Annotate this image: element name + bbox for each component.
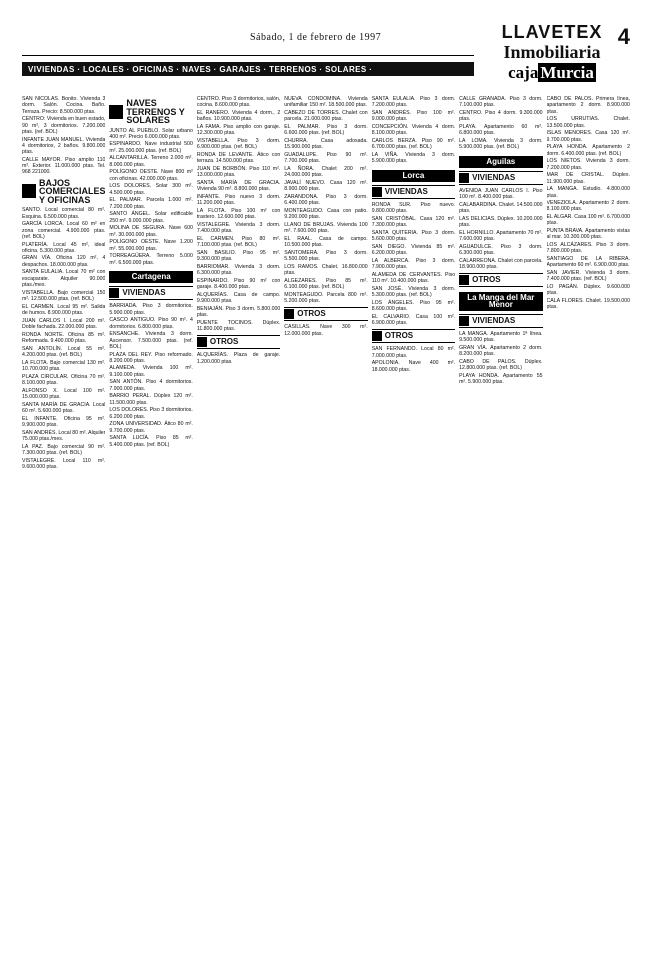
listing-entry: JUNTO AL PUEBLO. Solar urbano 400 m². Precio 6.000.000 ptas. xyxy=(109,127,193,140)
column-3 xyxy=(197,96,280,936)
brand-bank xyxy=(474,62,630,84)
listing-entry: CABEZO DE TORRES. Chalet con parcela. 21.000.000 ptas. xyxy=(284,109,368,123)
listing-entry: ALAMEDA DE CERVANTES. Piso 110 m². 10.400.000 ptas. xyxy=(371,271,456,285)
column-7 xyxy=(547,96,630,936)
listing-entry: SANTA EULALIA. Piso 3 dorm. 7.200.000 ptas. xyxy=(371,96,456,109)
listing-entry: SANTA QUITERIA. Piso 3 dorm. 5.600.000 ptas. xyxy=(371,229,456,243)
column-1 xyxy=(22,96,105,936)
listing-entry: CHURRA. Casa adosada. 15.900.000 ptas. xyxy=(284,137,368,151)
listing-entry: LA VIÑA. Vivienda 3 dorm. 5.900.000 ptas. xyxy=(371,151,456,165)
subsection-title: OTROS xyxy=(209,337,239,347)
listing-entry: SAN ANTÓN. Piso 4 dormitorios. 7.900.000 ptas. xyxy=(109,379,193,392)
listing-entry: LA MANGA. Estudio. 4.800.000 ptas. xyxy=(546,186,630,199)
listing-entry: EL ALGAR. Casa 100 m². 6.700.000 ptas. xyxy=(546,214,630,227)
listing-entry: VISTALEGRE. Vivienda 3 dorm. 7.400.000 ptas. xyxy=(196,221,281,235)
listing-entry: CONCEPCIÓN. Vivienda 4 dorm. 8.100.000 ptas. xyxy=(371,123,456,137)
listing-entry: LA FLOTA. Bajo comercial 130 m². 10.700.000 ptas. xyxy=(22,359,106,372)
listing-entry: LA ALBERCA. Piso 3 dorm. 7.900.000 ptas. xyxy=(371,257,456,271)
house-icon xyxy=(459,173,469,183)
listing-entry: MOLINA DE SEGURA. Nave 600 m². 30.000.000 ptas. xyxy=(109,225,193,238)
column-5 xyxy=(372,96,455,936)
listing-entry: PLAYA HONDA. Apartamento 2 dorm. 6.400.000 ptas. (ref. BOL) xyxy=(546,144,630,157)
listing-entry: BARRIOMAR. Vivienda 3 dorm. 6.300.000 ptas. xyxy=(196,263,281,277)
house-icon xyxy=(109,288,119,298)
listing-entry: VISTABELLA. Piso 3 dorm. 6.900.000 ptas. (ref. BOL) xyxy=(196,137,281,151)
subsection-title: VIVIENDAS xyxy=(472,172,516,182)
listing-entry: ESPINARDO. Piso 90 m² con garaje. 8.400.000 ptas. xyxy=(196,277,281,291)
section-heading xyxy=(109,99,192,125)
town-banner: Lorca xyxy=(372,170,455,182)
listing-entry: VISTABELLA. Bajo comercial 150 m². 12.500.000 ptas. (ref. BOL) xyxy=(22,289,106,303)
listing-entry: CALARREONA. Chalet con parcela. 18.900.000 ptas. xyxy=(459,257,543,271)
listing-entry: LA FLOTA. Piso 100 m² con trastero. 12.600.000 ptas. xyxy=(196,207,281,221)
listing-entry: SAN ANDRÉS. Local 80 m². Alquiler 75.000 ptas./mes. xyxy=(22,429,106,442)
listing-entry: CALLE MAYOR. Piso amplio 110 m². Exterior. 11.000.000 ptas. Tel. 968 221000. xyxy=(22,156,106,176)
listing-entry: EL RAAL. Casa de campo. 10.500.000 ptas. xyxy=(284,235,368,249)
listing-entry: JUAN DE BORBÓN. Piso 110 m². 13.000.000 ptas. xyxy=(196,165,281,179)
brand-name: LLAVETEX xyxy=(501,22,603,42)
listing-entry: ENSANCHE. Vivienda 3 dorm. Ascensor. 7.500.000 ptas. (ref. BOL) xyxy=(109,331,193,350)
section-title: NAVES TERRENOS Y SOLARES xyxy=(126,98,185,125)
listing-entry: EL CALVARIO. Casa 100 m². 6.900.000 ptas. xyxy=(371,313,456,326)
listing-entry: BARRIO PERAL. Dúplex 120 m². 11.500.000 ptas. xyxy=(109,393,193,406)
listing-entry: PLAZA CIRCULAR. Oficina 70 m². 8.100.000 ptas. xyxy=(22,373,106,386)
listing-entry: LOS NIETOS. Vivienda 3 dorm. 7.200.000 ptas. xyxy=(546,158,630,171)
listing-entry: GARCÍA LORCA. Local 60 m² en zona comercial. 4.900.000 ptas. (ref. BOL) xyxy=(22,221,106,240)
listing-entry: PUNTA BRAVA. Apartamento vistas al mar. 10.300.000 ptas. xyxy=(546,228,630,241)
listing-entry: BENIAJÁN. Piso 3 dorm. 5.800.000 ptas. xyxy=(196,305,281,319)
listing-entry: CABO DE PALOS. Dúplex. 12.800.000 ptas. (ref. BOL) xyxy=(459,358,543,372)
listing-entry: LOS ÁNGELES. Piso 95 m². 8.600.000 ptas. xyxy=(371,299,456,313)
listing-entry: ALFONSO X. Local 100 m². 15.000.000 ptas. xyxy=(22,387,106,400)
listing-entry: ESPINARDO. Nave industrial 500 m². 25.000.000 ptas. (ref. BOL) xyxy=(109,141,193,154)
listing-entry: LA FAMA. Piso amplio con garaje. 12.300.000 ptas. xyxy=(196,123,281,137)
listing-entry: LLANO DE BRUJAS. Vivienda 100 m². 7.600.000 ptas. xyxy=(284,221,368,235)
listing-entry: GUADALUPE. Piso 90 m². 7.700.000 ptas. xyxy=(284,151,368,165)
listing-entry: SAN JAVIER. Vivienda 3 dorm. 7.400.000 ptas. (ref. BOL) xyxy=(546,270,630,283)
masthead xyxy=(22,22,630,94)
brand-logo xyxy=(474,22,630,94)
listing-entry: GRAN VÍA. Oficina 120 m², 4 despachos. 18.000.000 ptas. xyxy=(22,255,106,268)
subsection-heading xyxy=(197,335,280,349)
listing-entry: SAN CRISTÓBAL. Casa 120 m². 7.300.000 ptas. xyxy=(371,215,456,229)
listing-entry: CENTRO. Piso 4 dorm. 9.300.000 ptas. xyxy=(459,109,543,123)
listing-entry: ALQUERÍAS. Plaza de garaje. 1.200.000 ptas. xyxy=(196,352,281,365)
listing-entry: VENEZIOLA. Apartamento 2 dorm. 8.100.000 ptas. xyxy=(546,200,630,213)
subsection-heading xyxy=(284,307,367,321)
town-banner: La Manga del Mar Menor xyxy=(459,292,542,311)
section-title: BAJOS COMERCIALES Y OFICINAS xyxy=(39,177,106,205)
dateline: Sábado, 1 de febrero de 1997 xyxy=(250,32,382,43)
listing-entry: JUAN CARLOS I. Local 200 m². Doble fachada. 22.000.000 ptas. xyxy=(22,317,106,331)
listing-entry: EL PALMAR. Parcela 1.000 m². 7.200.000 ptas. xyxy=(109,197,193,210)
listing-entry: ALCANTARILLA. Terreno 2.000 m². 8.000.000 ptas. xyxy=(109,155,193,168)
listing-entry: MAR DE CRISTAL. Dúplex. 11.900.000 ptas. xyxy=(546,172,630,185)
subsection-title: VIVIENDAS xyxy=(122,288,166,298)
listing-entry: MONTEAGUDO. Casa con patio. 9.200.000 ptas. xyxy=(284,207,368,221)
listing-entry: ALGEZARES. Piso 85 m². 6.100.000 ptas. (ref. BOL) xyxy=(284,277,368,291)
town-banner: Aguilas xyxy=(459,156,542,168)
house-icon xyxy=(459,275,469,285)
subsection-title: OTROS xyxy=(297,309,326,319)
listing-entry: PUENTE TOCINOS. Dúplex. 11.800.000 ptas. xyxy=(196,319,281,333)
category-nav-bar: VIVIENDAS · LOCALES · OFICINAS · NAVES · GARAJES · TERRENOS · SOLARES · xyxy=(22,62,474,76)
listing-entry: EL CARMEN. Local 95 m². Salida de humos. 8.900.000 ptas. xyxy=(22,303,106,317)
listing-columns xyxy=(22,96,630,936)
listing-entry: ZONA UNIVERSIDAD. Ático 80 m². 9.700.000 ptas. xyxy=(109,421,193,434)
listing-entry: PLATERÍA. Local 45 m², ideal oficina. 5.300.000 ptas. xyxy=(22,241,106,254)
house-icon xyxy=(284,309,294,319)
listing-entry: CENTRO. Piso 3 dormitorios, salón, cocina. 8.600.000 ptas. xyxy=(196,96,281,109)
listing-entry: CARLOS BERZA. Piso 90 m². 6.700.000 ptas. (ref. BOL) xyxy=(371,137,456,151)
column-4 xyxy=(284,96,367,936)
section-heading xyxy=(22,179,105,205)
listing-entry: SANTA EULALIA. Local 70 m² con escaparate. Alquiler 90.000 ptas./mes. xyxy=(22,269,106,289)
brand-bank-caja: caja xyxy=(508,63,539,82)
house-icon xyxy=(197,337,207,347)
listing-entry: ALAMEDA. Vivienda 100 m². 9.100.000 ptas. xyxy=(109,365,193,378)
listing-entry: CASCO ANTIGUO. Piso 90 m². 4 dormitorios. 6.800.000 ptas. xyxy=(109,317,193,330)
listing-entry: EL CARMEN. Piso 80 m². 7.100.000 ptas. (ref. BOL) xyxy=(196,235,281,249)
subsection-title: OTROS xyxy=(384,331,414,341)
listing-entry: SAN NICOLÁS. Bonito. Vivienda 3 dorm. Salón. Cocina. Baño. Terraza. Precio: 8.500.000 ptas. xyxy=(22,96,106,115)
subsection-heading xyxy=(109,286,192,300)
listing-entry: CABO DE PALOS. Primera línea, apartamento 2 dorm. 8.900.000 ptas. xyxy=(546,96,630,115)
listing-entry: NUEVA CONDOMINA. Vivienda unifamiliar 150 m². 18.500.000 ptas. xyxy=(284,96,368,109)
listing-entry: SANTA MARÍA DE GRACIA. Vivienda 90 m². 8.800.000 ptas. xyxy=(196,179,281,193)
subsection-heading xyxy=(459,171,542,185)
column-6 xyxy=(459,96,542,936)
column-2 xyxy=(109,96,192,936)
listing-entry: LA MANGA. Apartamento 1ª línea. 9.500.000 ptas. xyxy=(459,330,543,344)
brand-subtitle: Inmobiliaria xyxy=(503,42,601,62)
listing-entry: LOS RAMOS. Chalet. 16.800.000 ptas. xyxy=(284,263,368,277)
listing-entry: EL RANERO. Vivienda 4 dorm., 2 baños. 10.900.000 ptas. xyxy=(196,109,281,123)
subsection-heading xyxy=(459,273,542,287)
listing-entry: PLAZA DEL REY. Piso reformado. 8.200.000 ptas. xyxy=(109,351,193,364)
subsection-heading xyxy=(372,329,455,343)
listing-entry: POLÍGONO OESTE. Nave 1.200 m². 55.000.000 ptas. xyxy=(109,239,193,252)
listing-entry: ZARANDONA. Piso 3 dorm. 6.400.000 ptas. xyxy=(284,193,368,207)
listing-entry: JAVALÍ NUEVO. Casa 120 m². 8.900.000 ptas. xyxy=(284,179,368,193)
listing-entry: VISTALEGRE. Local 110 m². 9.600.000 ptas. xyxy=(22,457,106,470)
listing-entry: PLAYA HONDA. Apartamento 55 m². 5.900.000 ptas. xyxy=(459,372,543,386)
listing-entry: LOS ALCÁZARES. Piso 3 dorm. 7.800.000 ptas. xyxy=(546,242,630,255)
listing-entry: LOS DOLORES. Piso 3 dormitorios. 6.200.000 ptas. xyxy=(109,407,193,420)
listing-entry: SAN JOSÉ. Vivienda 3 dorm. 5.300.000 ptas. (ref. BOL) xyxy=(371,285,456,299)
listing-entry: GRAN VÍA. Apartamento 2 dorm. 8.200.000 ptas. xyxy=(459,344,543,358)
listing-entry: CENTRO: Vivienda en buen estado, 90 m², 3 dormitorios. 7.200.000 ptas. (ref. BOL) xyxy=(22,116,106,135)
listing-entry: ALQUERÍAS. Casa de campo. 9.900.000 ptas. xyxy=(196,291,281,305)
listing-entry: LA ÑORA. Chalet 200 m². 24.000.000 ptas. xyxy=(284,165,368,179)
listing-entry: RONDA DE LEVANTE. Ático con terraza. 14.500.000 ptas. xyxy=(196,151,281,165)
listing-entry: AGUADULCE. Piso 3 dorm. 6.300.000 ptas. xyxy=(459,243,543,257)
listing-entry: INFANTE JUAN MANUEL. Vivienda 4 dormitorios, 2 baños. 9.800.000 ptas. xyxy=(22,136,106,156)
listing-entry: SAN BASILIO. Piso 95 m². 9.300.000 ptas. xyxy=(196,249,281,263)
house-icon xyxy=(459,316,469,326)
listing-entry: APOLONIA. Nave 400 m². 18.000.000 ptas. xyxy=(371,360,456,373)
listing-entry: SANTA MARÍA DE GRACIA. Local 60 m². 5.600.000 ptas. xyxy=(22,401,106,414)
listing-entry: INFANTE. Piso nuevo 3 dorm. 11.200.000 ptas. xyxy=(196,193,281,207)
listing-entry: LO PAGÁN. Dúplex. 9.600.000 ptas. xyxy=(546,284,630,297)
listing-entry: MONTEAGUDO. Parcela 800 m². 5.200.000 ptas. xyxy=(284,291,368,305)
listing-entry: LOS URRUTIAS. Chalet. 13.500.000 ptas. xyxy=(546,116,630,129)
listing-entry: RONDA NORTE. Oficina 85 m². Reformada. 9.400.000 ptas. xyxy=(22,331,106,344)
listing-entry: TORREAGÜERA. Terreno 5.000 m². 6.500.000 ptas. xyxy=(109,253,193,266)
listing-entry: SANTA LUCÍA. Piso 85 m². 5.400.000 ptas. (ref. BOL) xyxy=(109,435,193,448)
listing-entry: LOS DOLORES. Solar 300 m². 4.500.000 ptas. xyxy=(109,183,193,196)
house-icon xyxy=(372,187,382,197)
listing-entry: SAN ANDRÉS. Piso 100 m². 9.000.000 ptas. xyxy=(371,109,456,123)
listing-entry: EL INFANTE. Oficina 95 m². 9.900.000 ptas. xyxy=(22,415,106,428)
listing-entry: SAN FERNANDO. Local 80 m². 7.000.000 ptas. xyxy=(371,346,456,359)
listing-entry: CALABARDINA. Chalet. 14.500.000 ptas. xyxy=(459,201,543,215)
listing-entry: ISLAS MENORES. Casa 120 m². 9.700.000 ptas. xyxy=(546,130,630,143)
listing-entry: SANTOMERA. Piso 3 dorm. 5.500.000 ptas. xyxy=(284,249,368,263)
section-icon xyxy=(22,184,36,198)
listing-entry: SAN DIEGO. Vivienda 85 m². 6.200.000 ptas. xyxy=(371,243,456,257)
subsection-heading xyxy=(372,185,455,199)
brand-bank-murcia: Murcia xyxy=(540,63,594,82)
listing-entry: SANTO. Local comercial 80 m². Esquina. 6.500.000 ptas. xyxy=(22,207,106,220)
listing-entry: RONDA SUR. Piso nuevo. 9.800.000 ptas. xyxy=(371,201,456,215)
top-bar xyxy=(22,22,474,56)
listing-entry: CALA FLORES. Chalet. 19.500.000 ptas. xyxy=(546,298,630,311)
listing-entry: EL PALMAR. Piso 3 dorm. 6.600.000 ptas. (ref. BOL) xyxy=(284,123,368,137)
listing-entry: EL HORNILLO. Apartamento 70 m². 7.600.000 ptas. xyxy=(459,229,543,243)
section-icon xyxy=(109,105,123,119)
house-icon xyxy=(372,331,382,341)
listing-entry: PLAYA. Apartamento 60 m². 6.800.000 ptas. xyxy=(459,123,543,137)
listing-entry: SANTIAGO DE LA RIBERA. Apartamento 60 m². 6.900.000 ptas. xyxy=(546,256,630,269)
town-banner: Cartagena xyxy=(109,271,192,283)
listing-entry: BARRIADA. Piso 3 dormitorios. 5.900.000 ptas. xyxy=(109,303,193,316)
subsection-title: OTROS xyxy=(472,275,501,285)
listing-entry: SANTO ÁNGEL. Solar edificable 250 m². 9.000.000 ptas. xyxy=(109,211,193,224)
listing-entry: SAN ANTOLÍN. Local 55 m². 4.200.000 ptas. (ref. BOL) xyxy=(22,345,106,358)
page-number: 4 xyxy=(617,24,630,49)
listing-entry: AVENIDA JUAN CARLOS I. Piso 100 m². 8.400.000 ptas. xyxy=(459,187,543,201)
listing-entry: LA PAZ. Bajo comercial 90 m². 7.300.000 ptas. (ref. BOL) xyxy=(22,443,106,456)
listing-entry: LAS DELICIAS. Dúplex. 10.200.000 ptas. xyxy=(459,215,543,229)
listing-entry: POLÍGONO OESTE. Nave 800 m² con oficinas. 42.000.000 ptas. xyxy=(109,169,193,182)
listing-entry: CALLE GRANADA. Piso 3 dorm. 7.100.000 ptas. xyxy=(459,96,543,109)
subsection-heading xyxy=(459,314,542,328)
subsection-title: VIVIENDAS xyxy=(472,315,516,325)
listing-entry: CASILLAS. Nave 300 m². 12.000.000 ptas. xyxy=(284,324,368,337)
listing-entry: LA LOMA. Vivienda 3 dorm. 5.900.000 ptas. (ref. BOL) xyxy=(459,137,543,151)
subsection-title: VIVIENDAS xyxy=(384,186,428,196)
